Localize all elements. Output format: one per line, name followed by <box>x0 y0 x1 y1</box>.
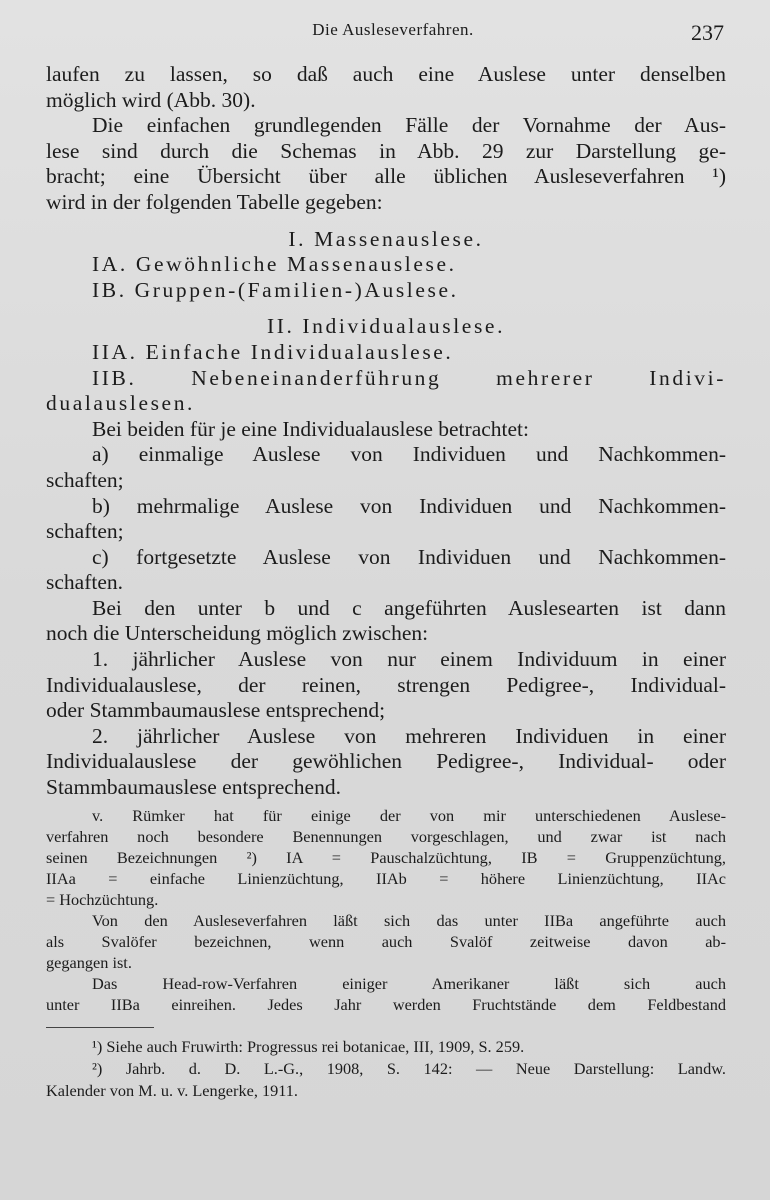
footnote: ²) Jahrb. d. D. L.-G., 1908, S. 142: — Neue Darstellung: Landw. <box>92 1058 726 1078</box>
footnote: Kalender von M. u. v. Lengerke, 1911. <box>46 1080 298 1100</box>
table-item: IB. Gruppen-(Familien-)Auslese. <box>92 277 459 302</box>
table-item: IA. Gewöhnliche Massenauslese. <box>92 252 457 277</box>
table-item: IIA. Einfache Individualauslese. <box>92 339 454 364</box>
text-line: Individualauslese, der reinen, strengen Pedigree-, Individual- <box>46 672 726 697</box>
running-header <box>48 14 738 48</box>
text-line: schaften. <box>46 570 124 595</box>
section-heading: II. Individualauslese. <box>266 314 506 339</box>
note-line: Von den Ausleseverfahren läßt sich das unter IIBa angeführte auch <box>92 910 726 930</box>
text-line: noch die Unterscheidung möglich zwischen: <box>46 621 429 646</box>
text-line: Die einfachen grundlegenden Fälle der Vornahme der Aus- <box>92 113 726 138</box>
table-item: IIB. Nebeneinanderführung mehrerer Indivi- <box>92 365 726 390</box>
text-line: Bei den unter b und c angeführten Auslesearten ist dann <box>92 595 726 620</box>
note-line: gegangen ist. <box>46 952 132 972</box>
note-line: IIAa = einfache Linienzüchtung, IIAb = höhere Linienzüchtung, IIAc <box>46 868 726 888</box>
main-text <box>46 62 726 1102</box>
note-line: seinen Bezeichnungen ²) IA = Pauschalzüchtung, IB = Gruppenzüchtung, <box>46 847 726 867</box>
note-line: verfahren noch besondere Benennungen vorgeschlagen, und zwar ist nach <box>46 826 726 846</box>
text-line: möglich wird (Abb. 30). <box>46 87 256 112</box>
footnotes <box>46 1036 726 1102</box>
text-line: b) mehrmalige Auslese von Individuen und Nachkommen- <box>92 493 726 518</box>
running-title: Die Ausleseverfahren. <box>312 20 474 39</box>
note-line: unter IIBa einreihen. Jedes Jahr werden Fruchtstände dem Feldbestand <box>46 994 726 1014</box>
note-line: Das Head-row-Verfahren einiger Amerikaner läßt sich auch <box>92 973 726 993</box>
text-line: laufen zu lassen, so daß auch eine Auslese unter denselben <box>46 62 726 86</box>
text-line: oder Stammbaumauslese entsprechend; <box>46 698 386 723</box>
text-line: Bei beiden für je eine Individualauslese betrachtet: <box>92 416 529 441</box>
text-line: 2. jährlicher Auslese von mehreren Individuen in einer <box>92 723 726 748</box>
text-line: 1. jährlicher Auslese von nur einem Individuum in einer <box>92 647 726 672</box>
text-line: c) fortgesetzte Auslese von Individuen und Nachkommen- <box>92 544 726 569</box>
footnote-divider <box>46 1027 154 1028</box>
text-line: Individualauslese der gewöhlichen Pedigree-, Individual- oder <box>46 749 726 774</box>
section-heading: I. Massenauslese. <box>288 226 484 251</box>
footnote: ¹) Siehe auch Fruwirth: Progressus rei botanicae, III, 1909, S. 259. <box>92 1036 525 1056</box>
note-line: = Hochzüchtung. <box>46 889 159 909</box>
small-print-note <box>46 805 726 1015</box>
table-item: dualauslesen. <box>46 391 196 416</box>
text-line: wird in der folgenden Tabelle gegeben: <box>46 189 383 214</box>
text-line: Stammbaumauslese entsprechend. <box>46 775 341 800</box>
text-line: schaften; <box>46 519 124 544</box>
page-number: 237 <box>691 20 724 45</box>
note-line: v. Rümker hat für einige der von mir unterschiedenen Auslese- <box>92 805 726 825</box>
note-line: als Svalöfer bezeichnen, wenn auch Svalöf zeitweise davon ab- <box>46 931 726 951</box>
text-line: bracht; eine Übersicht über alle üblichen Ausleseverfahren ¹) <box>46 164 726 189</box>
text-line: a) einmalige Auslese von Individuen und Nachkommen- <box>92 442 726 467</box>
text-line: schaften; <box>46 467 124 492</box>
text-line: lese sind durch die Schemas in Abb. 29 zur Darstellung ge- <box>46 138 726 163</box>
